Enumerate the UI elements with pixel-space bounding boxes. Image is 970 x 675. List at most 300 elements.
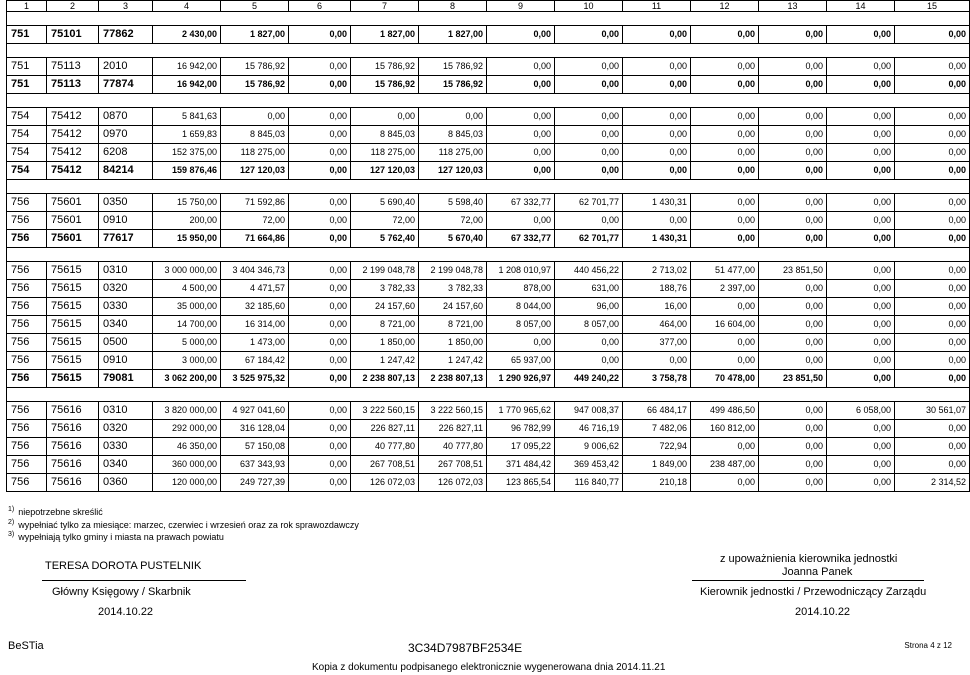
table-cell: 1 290 926,97 [487, 370, 555, 388]
table-cell: 0,00 [487, 144, 555, 162]
table-cell: 0,00 [895, 212, 970, 230]
left-signature-date: 2014.10.22 [98, 606, 154, 618]
table-cell: 0320 [99, 420, 153, 438]
right-signer-role: Kierownik jednostki / Przewodniczący Zarządu [700, 586, 927, 598]
table-cell: 75615 [47, 280, 99, 298]
table-cell: 1 473,00 [221, 334, 289, 352]
table-cell: 0,00 [623, 26, 691, 44]
table-cell: 369 453,42 [555, 456, 623, 474]
table-cell: 77617 [99, 230, 153, 248]
group-separator [7, 388, 970, 402]
table-cell: 62 701,77 [555, 194, 623, 212]
table-cell: 0,00 [487, 76, 555, 94]
table-cell: 0,00 [555, 212, 623, 230]
table-cell: 75616 [47, 438, 99, 456]
table-cell: 17 095,22 [487, 438, 555, 456]
table-cell: 0,00 [691, 58, 759, 76]
table-cell: 75615 [47, 370, 99, 388]
table-cell: 0,00 [691, 438, 759, 456]
table-cell: 754 [7, 108, 47, 126]
table-cell: 118 275,00 [419, 144, 487, 162]
table-cell: 0,00 [759, 76, 827, 94]
table-cell: 751 [7, 76, 47, 94]
table-cell: 756 [7, 474, 47, 492]
table-cell: 0,00 [555, 76, 623, 94]
table-cell: 0,00 [827, 162, 895, 180]
table-cell: 16 604,00 [691, 316, 759, 334]
table-cell: 2 430,00 [153, 26, 221, 44]
table-cell: 4 471,57 [221, 280, 289, 298]
table-cell: 0,00 [895, 76, 970, 94]
table-row [7, 402, 970, 420]
table-cell: 15 786,92 [351, 76, 419, 94]
table-cell: 756 [7, 298, 47, 316]
table-cell: 0,00 [289, 76, 351, 94]
table-cell: 637 343,93 [221, 456, 289, 474]
table-cell: 754 [7, 126, 47, 144]
table-cell: 66 484,17 [623, 402, 691, 420]
table-cell: 3 222 560,15 [419, 402, 487, 420]
table-cell: 127 120,03 [351, 162, 419, 180]
table-cell: 756 [7, 456, 47, 474]
table-cell: 3 525 975,32 [221, 370, 289, 388]
table-cell: 0,00 [759, 126, 827, 144]
table-cell: 8 044,00 [487, 298, 555, 316]
table-cell: 75615 [47, 352, 99, 370]
table-row [7, 144, 970, 162]
table-cell: 0,00 [895, 334, 970, 352]
group-separator [7, 180, 970, 194]
table-cell: 1 430,31 [623, 230, 691, 248]
table-cell: 15 786,92 [419, 58, 487, 76]
table-cell: 120 000,00 [153, 474, 221, 492]
table-cell: 72,00 [221, 212, 289, 230]
column-number-row [7, 1, 970, 12]
table-cell: 0,00 [289, 262, 351, 280]
table-cell: 15 786,92 [419, 76, 487, 94]
table-cell: 0340 [99, 456, 153, 474]
table-cell: 0,00 [759, 402, 827, 420]
subtotal-row [7, 76, 970, 94]
table-cell: 2 314,52 [895, 474, 970, 492]
table-cell: 0970 [99, 126, 153, 144]
group-separator [7, 248, 970, 262]
table-cell: 0,00 [555, 108, 623, 126]
table-cell: 0,00 [487, 162, 555, 180]
table-cell: 0,00 [759, 352, 827, 370]
table-cell: 126 072,03 [419, 474, 487, 492]
table-cell: 15 786,92 [351, 58, 419, 76]
table-cell: 756 [7, 212, 47, 230]
table-cell: 0,00 [895, 262, 970, 280]
table-cell: 449 240,22 [555, 370, 623, 388]
table-cell: 15 950,00 [153, 230, 221, 248]
table-cell: 0,00 [555, 26, 623, 44]
table-cell: 0,00 [827, 76, 895, 94]
table-cell: 0,00 [623, 126, 691, 144]
table-cell: 0,00 [759, 438, 827, 456]
table-cell: 1 850,00 [351, 334, 419, 352]
table-cell: 0,00 [691, 26, 759, 44]
table-cell: 0,00 [487, 334, 555, 352]
subtotal-row [7, 162, 970, 180]
table-cell: 0,00 [759, 194, 827, 212]
table-cell: 16 942,00 [153, 58, 221, 76]
table-cell: 0,00 [827, 26, 895, 44]
table-cell: 0,00 [623, 212, 691, 230]
table-cell: 77874 [99, 76, 153, 94]
table-cell: 1 208 010,97 [487, 262, 555, 280]
table-cell: 188,76 [623, 280, 691, 298]
table-cell: 0,00 [487, 58, 555, 76]
table-cell: 0910 [99, 352, 153, 370]
table-row [7, 334, 970, 352]
table-cell: 0330 [99, 438, 153, 456]
table-cell: 75616 [47, 474, 99, 492]
table-cell: 8 721,00 [351, 316, 419, 334]
table-cell: 10 [555, 1, 623, 12]
table-cell: 15 750,00 [153, 194, 221, 212]
table-cell: 5 000,00 [153, 334, 221, 352]
table-cell: 0,00 [759, 280, 827, 298]
table-cell: 13 [759, 1, 827, 12]
table-cell: 23 851,50 [759, 262, 827, 280]
table-cell: 0,00 [827, 456, 895, 474]
table-cell: 4 [153, 1, 221, 12]
table-cell: 267 708,51 [419, 456, 487, 474]
table-cell: 3 782,33 [351, 280, 419, 298]
table-cell: 0,00 [289, 108, 351, 126]
table-cell: 0,00 [289, 230, 351, 248]
table-cell: 14 700,00 [153, 316, 221, 334]
footnotes [8, 505, 359, 543]
table-cell: 40 777,80 [351, 438, 419, 456]
table-cell: 8 845,03 [351, 126, 419, 144]
table-cell: 210,18 [623, 474, 691, 492]
table-cell: 756 [7, 438, 47, 456]
table-cell: 0,00 [759, 162, 827, 180]
table-cell: 75412 [47, 162, 99, 180]
footnote-2: $^{2)}$ wypełniać tylko za miesiące: marzec, czerwiec i wrzesień oraz za rok sprawozdawczy [8, 518, 359, 530]
table-cell: 15 [895, 1, 970, 12]
table-cell: 756 [7, 402, 47, 420]
table-cell: 0,00 [289, 474, 351, 492]
table-cell: 75615 [47, 334, 99, 352]
table-cell: 2 199 048,78 [351, 262, 419, 280]
table-cell: 40 777,80 [419, 438, 487, 456]
table-cell: 0,00 [759, 474, 827, 492]
table-cell: 5 762,40 [351, 230, 419, 248]
table-cell: 754 [7, 162, 47, 180]
table-cell: 0,00 [827, 212, 895, 230]
group-separator [7, 94, 970, 108]
table-cell: 756 [7, 194, 47, 212]
table-cell: 0,00 [623, 352, 691, 370]
table-cell: 32 185,60 [221, 298, 289, 316]
table-cell: 0,00 [759, 26, 827, 44]
table-cell: 0,00 [759, 334, 827, 352]
table-cell: 1 850,00 [419, 334, 487, 352]
table-cell: 35 000,00 [153, 298, 221, 316]
table-cell: 6 058,00 [827, 402, 895, 420]
table-cell: 75601 [47, 212, 99, 230]
table-cell: 67 332,77 [487, 230, 555, 248]
table-cell: 75113 [47, 58, 99, 76]
footer-page-number: Strona 4 z 12 [904, 641, 952, 650]
table-cell: 75601 [47, 230, 99, 248]
table-cell: 0,00 [691, 108, 759, 126]
table-cell: 0,00 [895, 162, 970, 180]
table-cell: 0,00 [623, 108, 691, 126]
table-cell: 0,00 [289, 298, 351, 316]
table-cell: 0,00 [289, 194, 351, 212]
table-cell: 0330 [99, 298, 153, 316]
table-row [7, 456, 970, 474]
table-cell: 3 [99, 1, 153, 12]
table-cell: 0,00 [691, 230, 759, 248]
table-cell: 2010 [99, 58, 153, 76]
table-cell: 0910 [99, 212, 153, 230]
table-cell: 0870 [99, 108, 153, 126]
table-cell: 0,00 [289, 280, 351, 298]
table-cell: 0340 [99, 316, 153, 334]
table-cell: 118 275,00 [351, 144, 419, 162]
table-cell: 0,00 [691, 144, 759, 162]
table-cell: 751 [7, 58, 47, 76]
table-cell: 16,00 [623, 298, 691, 316]
table-cell: 0,00 [555, 126, 623, 144]
table-cell: 77862 [99, 26, 153, 44]
table-cell: 3 222 560,15 [351, 402, 419, 420]
table-cell: 0,00 [221, 108, 289, 126]
table-cell: 371 484,42 [487, 456, 555, 474]
table-cell: 0,00 [827, 280, 895, 298]
table-cell: 8 057,00 [487, 316, 555, 334]
table-cell: 46 350,00 [153, 438, 221, 456]
subtotal-row [7, 230, 970, 248]
table-cell: 14 [827, 1, 895, 12]
table-cell: 0310 [99, 262, 153, 280]
table-row [7, 212, 970, 230]
table-cell: 70 478,00 [691, 370, 759, 388]
table-row [7, 316, 970, 334]
group-separator [7, 44, 970, 58]
table-cell: 0,00 [623, 58, 691, 76]
table-cell: 0,00 [895, 108, 970, 126]
table-cell: 51 477,00 [691, 262, 759, 280]
table-cell: 12 [691, 1, 759, 12]
table-cell: 5 841,63 [153, 108, 221, 126]
table-cell: 0,00 [289, 212, 351, 230]
table-cell: 0,00 [827, 230, 895, 248]
table-cell: 46 716,19 [555, 420, 623, 438]
table-cell: 8 721,00 [419, 316, 487, 334]
table-cell: 499 486,50 [691, 402, 759, 420]
table-cell: 756 [7, 334, 47, 352]
right-signer-name: Joanna Panek [782, 566, 853, 578]
table-cell: 1 827,00 [419, 26, 487, 44]
subtotal-row [7, 26, 970, 44]
table-cell: 152 375,00 [153, 144, 221, 162]
table-cell: 75615 [47, 298, 99, 316]
table-cell: 0,00 [759, 298, 827, 316]
table-row [7, 58, 970, 76]
table-cell: 1 247,42 [351, 352, 419, 370]
table-cell: 2 199 048,78 [419, 262, 487, 280]
table-cell: 0,00 [759, 212, 827, 230]
table-cell: 1 827,00 [221, 26, 289, 44]
table-cell: 0,00 [895, 352, 970, 370]
table-cell: 756 [7, 352, 47, 370]
table-cell: 0,00 [895, 26, 970, 44]
table-cell: 756 [7, 230, 47, 248]
table-cell: 15 786,92 [221, 76, 289, 94]
table-cell: 1 247,42 [419, 352, 487, 370]
table-cell: 756 [7, 370, 47, 388]
table-cell: 0,00 [827, 108, 895, 126]
table-cell: 3 062 200,00 [153, 370, 221, 388]
table-cell: 0,00 [895, 438, 970, 456]
table-cell: 16 314,00 [221, 316, 289, 334]
table-cell: 3 000,00 [153, 352, 221, 370]
table-cell: 0,00 [895, 230, 970, 248]
table-cell: 75101 [47, 26, 99, 44]
table-row [7, 420, 970, 438]
table-cell: 0,00 [487, 26, 555, 44]
table-cell: 0,00 [487, 108, 555, 126]
left-signer-name: TERESA DOROTA PUSTELNIK [45, 560, 202, 572]
table-cell: 0,00 [827, 262, 895, 280]
table-cell: 1 [7, 1, 47, 12]
table-cell: 631,00 [555, 280, 623, 298]
table-cell: 3 820 000,00 [153, 402, 221, 420]
table-cell: 0,00 [827, 438, 895, 456]
table-cell: 2 238 807,13 [351, 370, 419, 388]
table-cell: 1 770 965,62 [487, 402, 555, 420]
table-cell: 0,00 [289, 126, 351, 144]
left-signer-role: Główny Księgowy / Skarbnik [52, 586, 191, 598]
table-cell: 30 561,07 [895, 402, 970, 420]
table-cell: 75616 [47, 420, 99, 438]
table-cell: 0,00 [289, 162, 351, 180]
table-cell: 9 006,62 [555, 438, 623, 456]
table-cell: 360 000,00 [153, 456, 221, 474]
table-cell: 160 812,00 [691, 420, 759, 438]
table-cell: 440 456,22 [555, 262, 623, 280]
table-cell: 71 592,86 [221, 194, 289, 212]
table-cell: 0,00 [827, 474, 895, 492]
table-cell: 0,00 [691, 76, 759, 94]
table-cell: 0,00 [289, 456, 351, 474]
table-cell: 751 [7, 26, 47, 44]
table-cell: 6 [289, 1, 351, 12]
table-cell: 96,00 [555, 298, 623, 316]
table-cell: 159 876,46 [153, 162, 221, 180]
table-cell: 0,00 [289, 334, 351, 352]
table-cell: 0,00 [827, 144, 895, 162]
table-cell: 67 184,42 [221, 352, 289, 370]
table-cell: 8 [419, 1, 487, 12]
table-cell: 0,00 [691, 474, 759, 492]
table-row [7, 126, 970, 144]
table-cell: 0,00 [759, 456, 827, 474]
table-cell: 1 849,00 [623, 456, 691, 474]
table-cell: 0320 [99, 280, 153, 298]
footnote-3: $^{3)}$ wypełniają tylko gminy i miasta na prawach powiatu [8, 531, 224, 542]
table-cell: 0,00 [555, 58, 623, 76]
table-cell: 226 827,11 [351, 420, 419, 438]
table-cell: 200,00 [153, 212, 221, 230]
table-cell: 72,00 [419, 212, 487, 230]
table-cell: 2 713,02 [623, 262, 691, 280]
table-cell: 7 482,06 [623, 420, 691, 438]
table-cell: 0,00 [289, 26, 351, 44]
table-cell: 0,00 [827, 126, 895, 144]
table-cell: 226 827,11 [419, 420, 487, 438]
table-cell: 0,00 [289, 420, 351, 438]
table-cell: 0,00 [419, 108, 487, 126]
table-cell: 756 [7, 280, 47, 298]
table-cell: 0,00 [827, 298, 895, 316]
table-cell: 75412 [47, 108, 99, 126]
table-cell: 0,00 [691, 352, 759, 370]
table-cell: 0,00 [691, 298, 759, 316]
table-cell: 0,00 [759, 420, 827, 438]
table-cell: 292 000,00 [153, 420, 221, 438]
table-cell: 0,00 [827, 420, 895, 438]
table-cell: 4 927 041,60 [221, 402, 289, 420]
table-cell: 72,00 [351, 212, 419, 230]
table-cell: 57 150,08 [221, 438, 289, 456]
table-cell: 5 670,40 [419, 230, 487, 248]
table-cell: 79081 [99, 370, 153, 388]
table-cell: 3 758,78 [623, 370, 691, 388]
table-cell: 0,00 [691, 162, 759, 180]
table-cell: 8 845,03 [419, 126, 487, 144]
table-cell: 0,00 [691, 194, 759, 212]
table-cell: 2 238 807,13 [419, 370, 487, 388]
table-cell: 11 [623, 1, 691, 12]
table-cell: 0,00 [759, 108, 827, 126]
table-cell: 947 008,37 [555, 402, 623, 420]
table-cell: 9 [487, 1, 555, 12]
table-cell: 75601 [47, 194, 99, 212]
table-cell: 0,00 [827, 334, 895, 352]
table-cell: 0,00 [487, 212, 555, 230]
table-cell: 75412 [47, 144, 99, 162]
table-cell: 123 865,54 [487, 474, 555, 492]
table-cell: 67 332,77 [487, 194, 555, 212]
table-cell: 377,00 [623, 334, 691, 352]
table-cell: 75615 [47, 262, 99, 280]
table-cell: 96 782,99 [487, 420, 555, 438]
table-cell: 23 851,50 [759, 370, 827, 388]
table-cell: 0,00 [555, 352, 623, 370]
table-cell: 878,00 [487, 280, 555, 298]
table-cell: 0,00 [691, 126, 759, 144]
table-cell: 0,00 [691, 212, 759, 230]
table-cell: 8 057,00 [555, 316, 623, 334]
table-cell: 126 072,03 [351, 474, 419, 492]
table-cell: 5 [221, 1, 289, 12]
table-cell: 316 128,04 [221, 420, 289, 438]
table-cell: 0,00 [759, 58, 827, 76]
table-cell: 0,00 [555, 162, 623, 180]
table-cell: 0,00 [827, 370, 895, 388]
table-cell: 0,00 [827, 58, 895, 76]
table-cell: 0,00 [289, 352, 351, 370]
table-cell: 0,00 [827, 194, 895, 212]
